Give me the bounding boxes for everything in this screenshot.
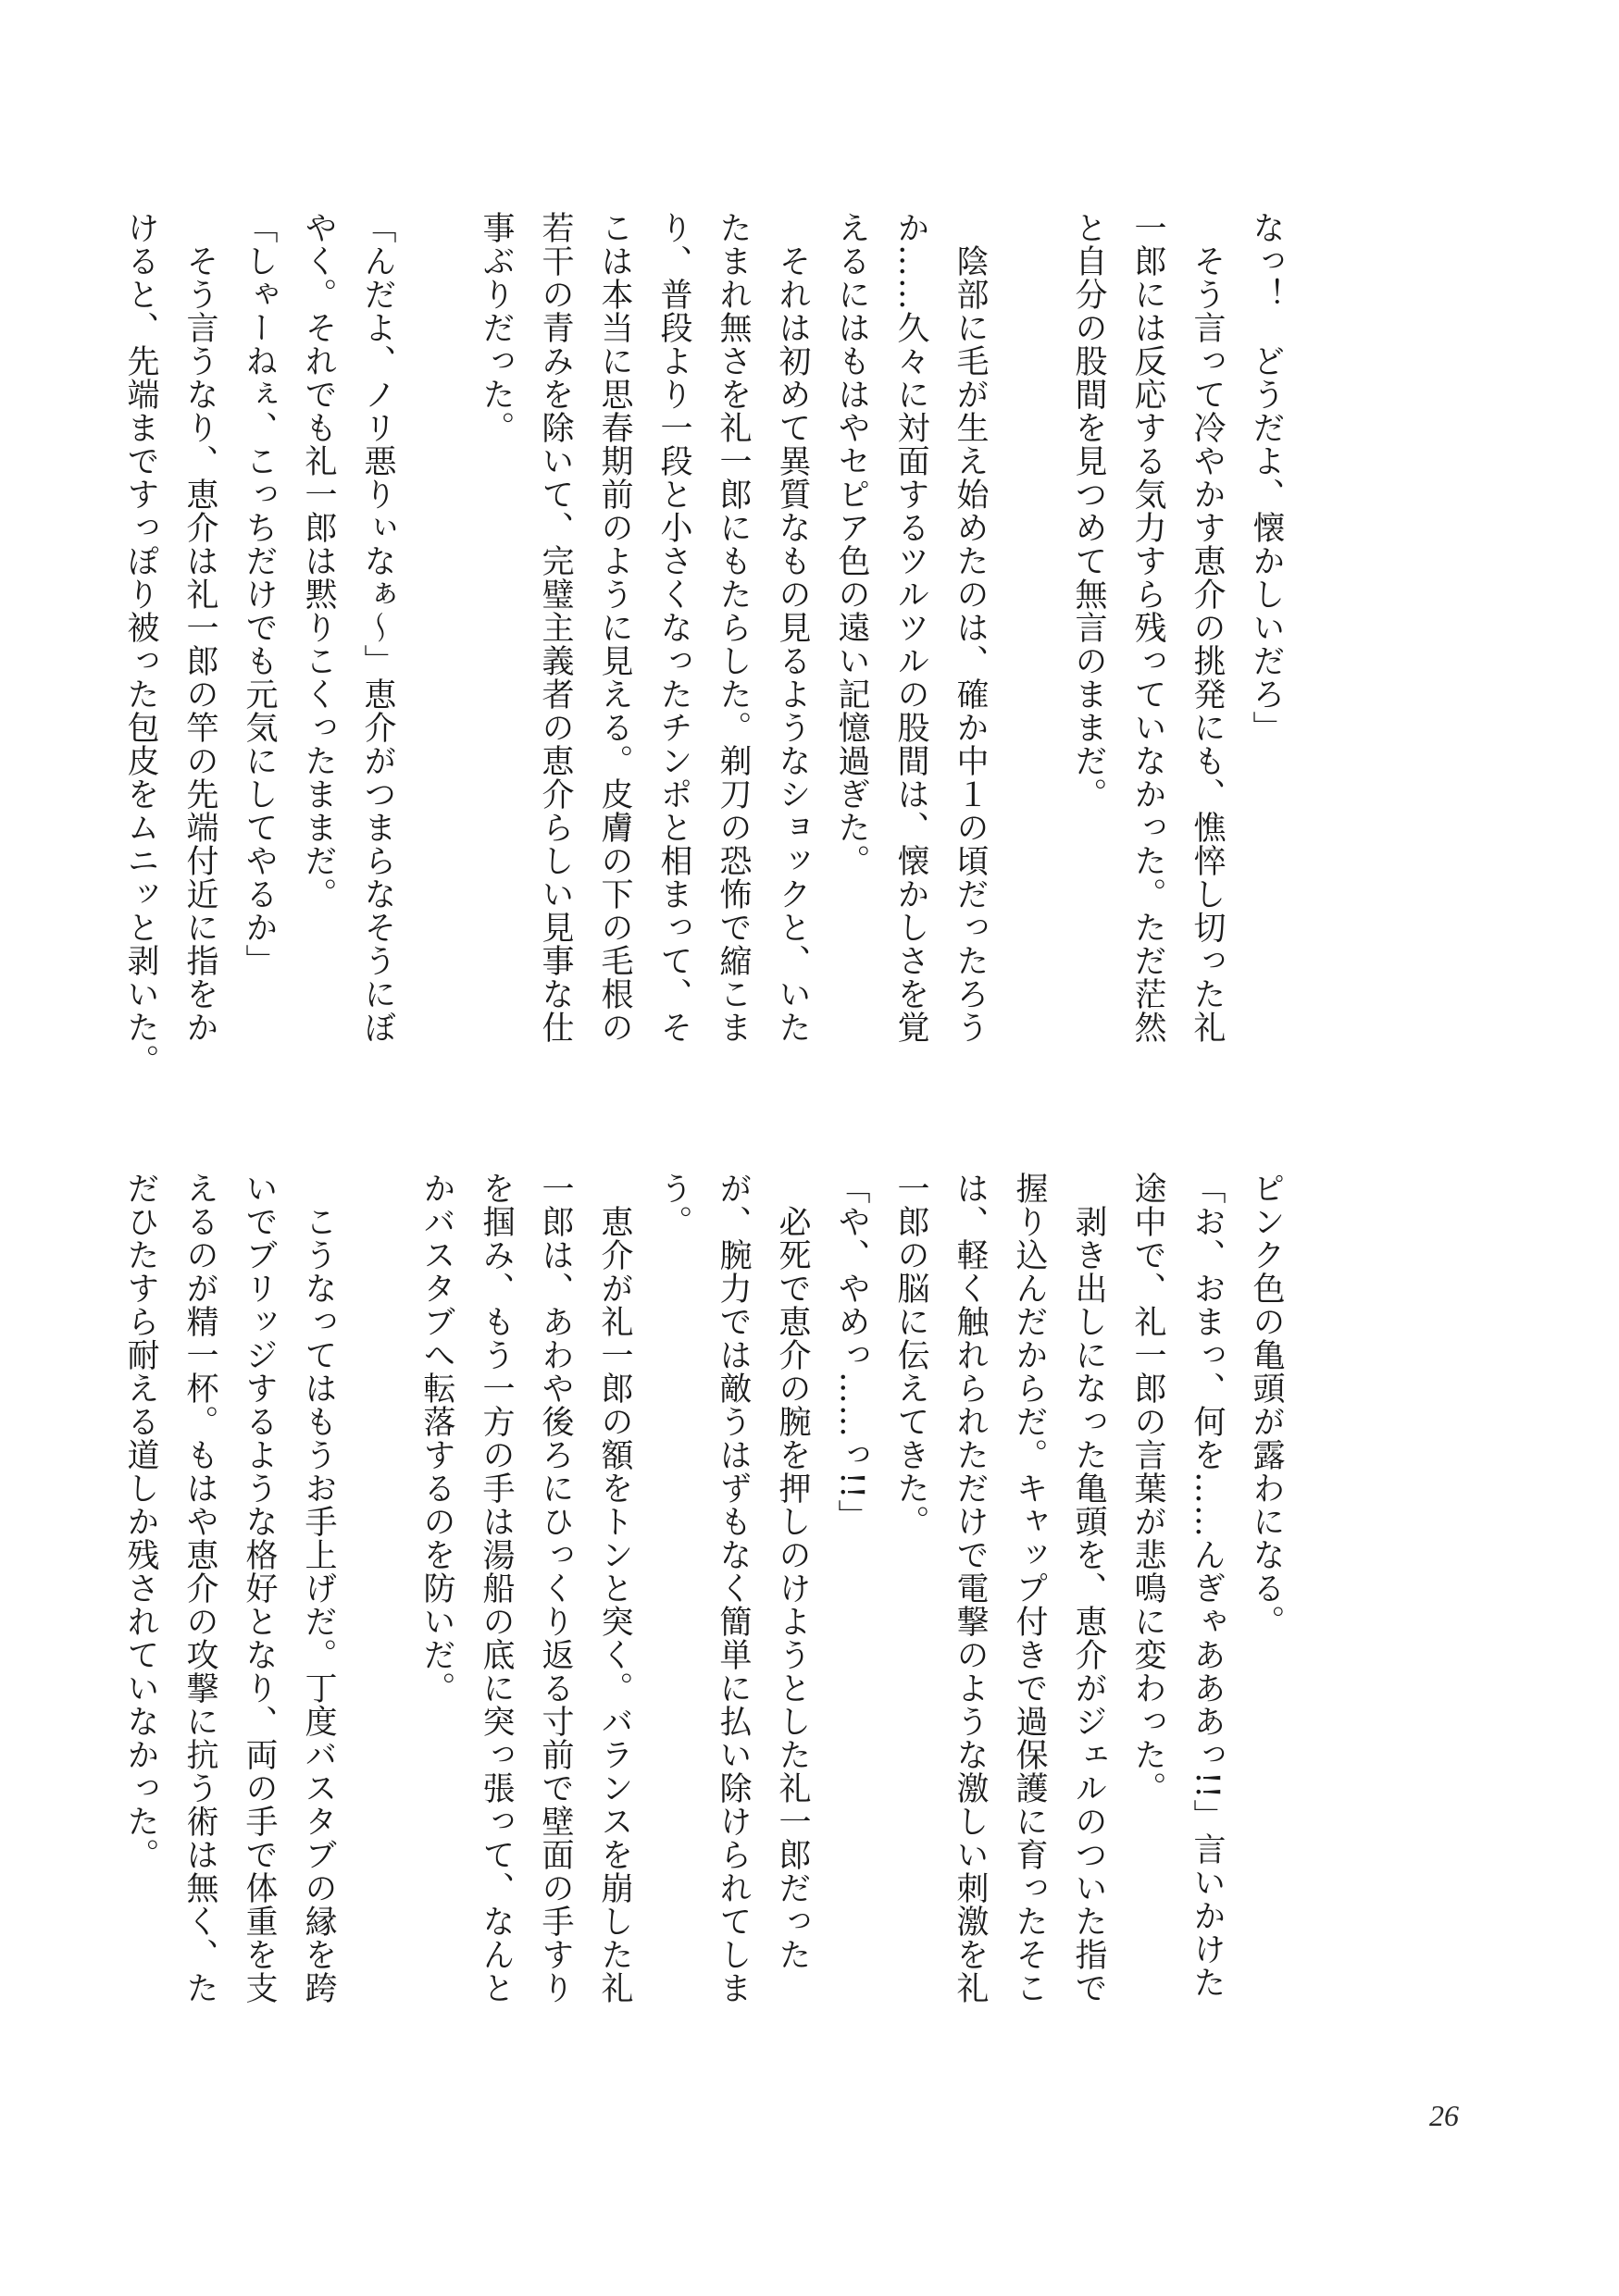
text-line: 若干の青みを除いて、完璧主義者の恵介らしい見事な仕 <box>537 211 574 1044</box>
upper-text-block <box>111 211 1296 1136</box>
text-line: を掴み、もう一方の手は湯船の底に突っ張って、なんと <box>478 1172 515 2004</box>
text-line: 途中で、礼一郎の言葉が悲鳴に変わった。 <box>1129 1172 1166 1805</box>
page-number: 26 <box>1429 2099 1459 2132</box>
text-line: 「んだよ、ノリ悪りぃなぁ～」恵介がつまらなそうにぼ <box>359 211 396 1044</box>
text-line: なっ！ どうだよ、懐かしいだろ」 <box>1248 211 1285 744</box>
text-line <box>1000 211 1059 1136</box>
text-line: 陰部に毛が生え始めたのは、確か中１の頃だったろう <box>952 211 989 1044</box>
text-line: か……久々に対面するツルツルの股間は、懐かしさを覚 <box>892 211 929 1044</box>
text-line: だひたすら耐える道しか残されていなかった。 <box>122 1172 159 1871</box>
text-line: 一郎は、あわや後ろにひっくり返る寸前で壁面の手すり <box>537 1172 574 2004</box>
lower-text-block <box>111 1172 1296 2097</box>
text-line: 恵介が礼一郎の額をトンと突く。バランスを崩した礼 <box>596 1172 633 2004</box>
text-line: えるのが精一杯。もはや恵介の攻撃に抗う術は無く、た <box>181 1172 218 2004</box>
text-line: そう言って冷やかす恵介の挑発にも、憔悴し切った礼 <box>1189 211 1226 1044</box>
text-line: 必死で恵介の腕を押しのけようとした礼一郎だった <box>774 1172 811 1971</box>
text-line: 一郎には反応する気力すら残っていなかった。ただ茫然 <box>1129 211 1166 1044</box>
text-line: けると、先端まですっぽり被った包皮をムニッと剥いた。 <box>122 211 159 1077</box>
text-line: ピンク色の亀頭が露わになる。 <box>1248 1172 1285 1638</box>
text-line: と自分の股間を見つめて無言のままだ。 <box>1070 211 1107 811</box>
text-line: かバスタブへ転落するのを防いだ。 <box>418 1172 455 1705</box>
text-line: えるにはもはやセピア色の遠い記憶過ぎた。 <box>833 211 870 877</box>
text-line: 「や、やめっ……っ!!」 <box>833 1172 870 1533</box>
text-line: こうなってはもうお手上げだ。丁度バスタブの縁を跨 <box>300 1172 337 2004</box>
text-line <box>348 1172 407 2097</box>
text-line: たまれ無さを礼一郎にもたらした。剃刀の恐怖で縮こま <box>715 211 752 1044</box>
text-line: 剥き出しになった亀頭を、恵介がジェルのついた指で <box>1070 1172 1107 2004</box>
text-line: が、腕力では敵うはずもなく簡単に払い除けられてしま <box>715 1172 752 2004</box>
text-line: こは本当に思春期前のように見える。皮膚の下の毛根の <box>596 211 633 1044</box>
text-line: 事ぶりだった。 <box>478 211 515 444</box>
text-line: り、普段より一段と小さくなったチンポと相まって、そ <box>655 211 692 1044</box>
text-line: そう言うなり、恵介は礼一郎の竿の先端付近に指をか <box>181 211 218 1044</box>
text-line: 一郎の脳に伝えてきた。 <box>892 1172 929 1538</box>
text-line: やく。それでも礼一郎は黙りこくったままだ。 <box>300 211 337 911</box>
text-line: 握り込んだからだ。キャップ付きで過保護に育ったそこ <box>1011 1172 1048 2004</box>
text-line: う。 <box>655 1172 692 1238</box>
text-line: は、軽く触れられただけで電撃のような激しい刺激を礼 <box>952 1172 989 2004</box>
text-line: それは初めて異質なもの見るようなショックと、いた <box>774 211 811 1044</box>
text-line: 「お、おまっ、何を……んぎゃあああっ!!」言いかけた <box>1189 1172 1226 2000</box>
text-line <box>407 211 467 1136</box>
text-line: 「しゃーねぇ、こっちだけでも元気にしてやるか」 <box>241 211 278 977</box>
text-line: いでブリッジするような格好となり、両の手で体重を支 <box>241 1172 278 2004</box>
